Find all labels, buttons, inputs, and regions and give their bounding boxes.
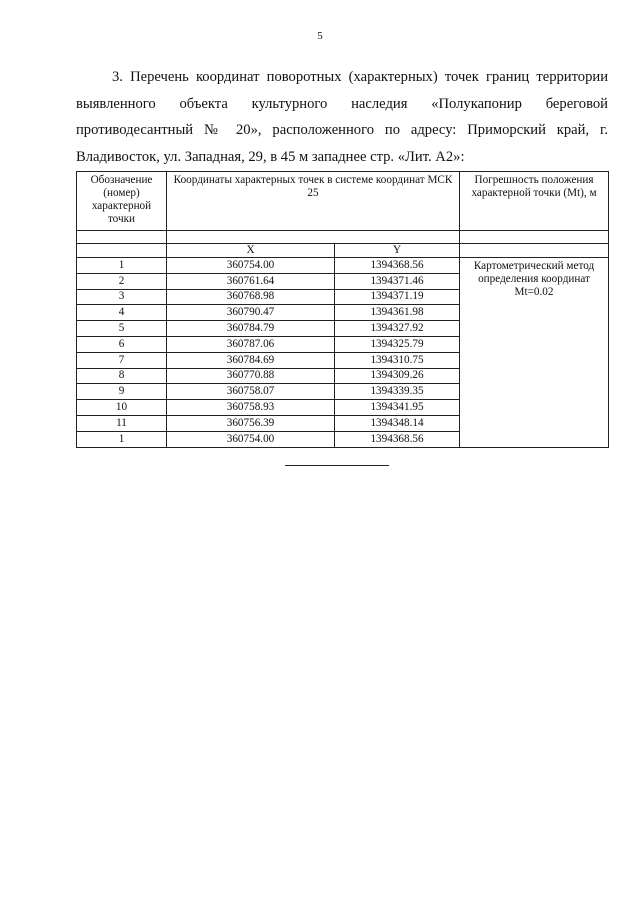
header-coordinates: Координаты характерных точек в системе координат МСК 25: [167, 172, 460, 231]
blank-cell: [167, 231, 460, 244]
cell-x: 360758.93: [167, 400, 335, 416]
cell-y: 1394327.92: [335, 321, 460, 337]
cell-point: 3: [77, 289, 167, 305]
cell-x: 360754.00: [167, 431, 335, 447]
cell-y: 1394309.26: [335, 368, 460, 384]
cell-y: 1394341.95: [335, 400, 460, 416]
cell-point: 6: [77, 336, 167, 352]
cell-point: 7: [77, 352, 167, 368]
cell-x: 360761.64: [167, 273, 335, 289]
cell-y: 1394310.75: [335, 352, 460, 368]
header-point-number: Обозначение (номер) характерной точки: [77, 172, 167, 231]
cell-point: 11: [77, 415, 167, 431]
cell-x: 360756.39: [167, 415, 335, 431]
cell-y: 1394371.46: [335, 273, 460, 289]
cell-y: 1394348.14: [335, 415, 460, 431]
cell-point: 9: [77, 384, 167, 400]
cell-x: 360784.79: [167, 321, 335, 337]
blank-cell: [77, 244, 167, 258]
intro-paragraph: 3. Перечень координат поворотных (характерных) точек границ территории выявленного объекта культурного наследия «Полукапонир береговой противодесантный № 20», расположенного по адресу: Приморский край, г. Владивосток, ул. Западная, 29, в 45 м западнее стр. «Лит. А2»:: [76, 69, 608, 165]
cell-y: 1394325.79: [335, 336, 460, 352]
cell-x: 360770.88: [167, 368, 335, 384]
cell-point: 8: [77, 368, 167, 384]
footer-divider: [285, 465, 389, 466]
cell-x: 360768.98: [167, 289, 335, 305]
column-x-header: X: [167, 244, 335, 258]
page-number: 5: [317, 30, 323, 42]
column-y-header: Y: [335, 244, 460, 258]
cell-y: 1394368.56: [335, 431, 460, 447]
cell-point: 1: [77, 258, 167, 274]
cell-point: 5: [77, 321, 167, 337]
header-error: Погрешность положения характерной точки (Mt), м: [460, 172, 609, 231]
cell-point: 4: [77, 305, 167, 321]
cell-x: 360784.69: [167, 352, 335, 368]
coordinates-table: [76, 171, 609, 448]
blank-cell: [77, 231, 167, 244]
table-row: [77, 258, 609, 274]
cell-y: 1394371.19: [335, 289, 460, 305]
cell-x: 360754.00: [167, 258, 335, 274]
cell-x: 360790.47: [167, 305, 335, 321]
cell-y: 1394361.98: [335, 305, 460, 321]
blank-cell: [460, 231, 609, 244]
blank-cell: [460, 244, 609, 258]
cell-point: 1: [77, 431, 167, 447]
cell-x: 360787.06: [167, 336, 335, 352]
cell-point: 2: [77, 273, 167, 289]
cell-y: 1394368.56: [335, 258, 460, 274]
cell-y: 1394339.35: [335, 384, 460, 400]
cell-method: Картометрический метод определения координат Mt=0.02: [460, 258, 609, 448]
cell-x: 360758.07: [167, 384, 335, 400]
cell-point: 10: [77, 400, 167, 416]
